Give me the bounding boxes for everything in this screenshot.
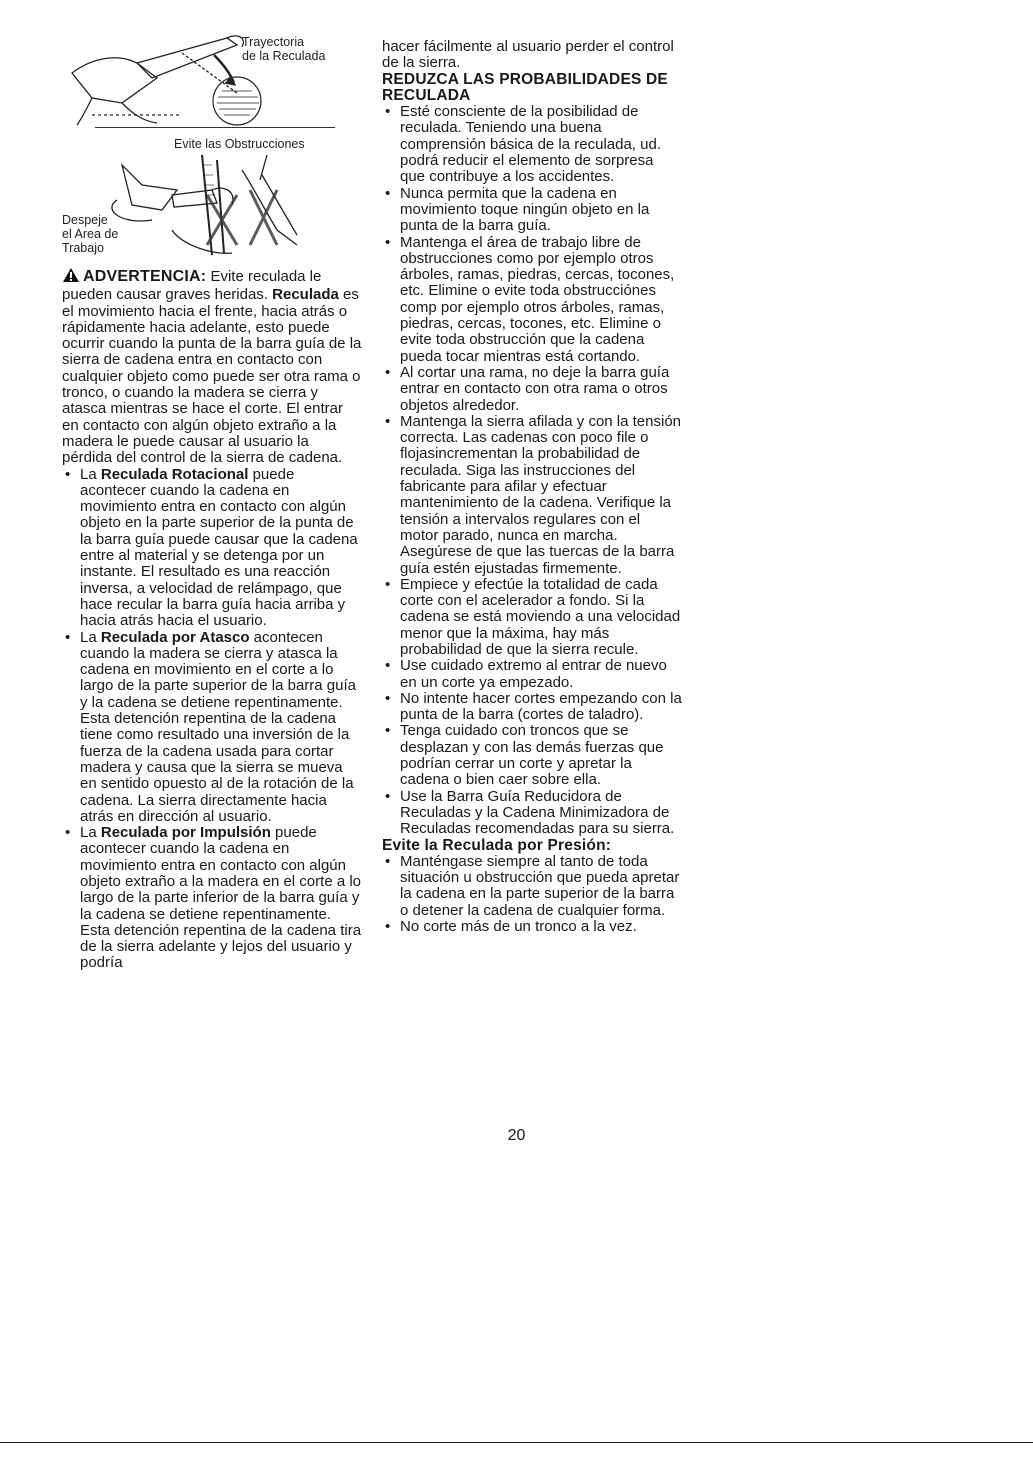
bullet-icon: • — [385, 103, 391, 121]
list-item: • Mantenga la sierra afilada y con la tensión correcta. Las cadenas con poco file o flojasincrementan la probabilidad de reculada. Siga las instrucciones del fabricante para afilar y efectuar mantenimiento de la cadena. Verifique la tensión a intervalos regulares con el motor parado, nunca en marcha. Asegúrese de que las tuercas de la barra guía estén ejustadas firmemente. — [385, 412, 682, 577]
bullet-icon: • — [385, 722, 391, 740]
bullet-icon: • — [385, 657, 391, 675]
list-item: • Use cuidado extremo al entrar de nuevo en un corte ya empezado. — [385, 657, 667, 691]
warning-triangle-icon — [62, 267, 80, 287]
list-item: • Empiece y efectúe la totalidad de cada corte con el acelerador a fondo. Si la cadena se está moviendo a una velocidad menor que la máxima, hay más probabilidad de que la sierra recule. — [385, 575, 681, 658]
section-heading: REDUZCA LAS PROBABILIDADES DE RECULADA — [382, 70, 668, 104]
list-item: • Nunca permita que la cadena en movimiento toque ningún objeto en la punta de la barra guía. — [385, 184, 650, 235]
figure-label: de la Reculada — [242, 49, 326, 63]
page-bottom-rule — [0, 1442, 1033, 1443]
figure-label: Despeje — [62, 213, 108, 227]
bullet-icon: • — [385, 918, 391, 936]
bullet-icon: • — [385, 575, 391, 593]
bullet-icon: • — [385, 233, 391, 251]
warning-lead: Evite reculada le pueden causar graves heridas. — [62, 268, 322, 304]
kickback-path-illustration — [62, 33, 342, 128]
bullet-icon: • — [385, 787, 391, 805]
warning-paragraph — [62, 267, 362, 467]
list-item: • Manténgase siempre al tanto de toda situación u obstrucción que pueda apretar la cadena en la parte superior de la barra o detener la cadena de cualquier forma. — [385, 852, 680, 919]
list-item: • Al cortar una rama, no deje la barra guía entrar en contacto con otra rama o otros objetos alrededor. — [385, 363, 670, 414]
bullet-icon: • — [385, 412, 391, 430]
page-number: 20 — [507, 1127, 526, 1144]
list-item: • No corte más de un tronco a la vez. — [385, 918, 637, 936]
list-item: • La Reculada por Impulsión puede acontecer cuando la cadena en movimiento entra en contacto con algún objeto extraño a la madera en el corte a lo largo de la parte inferior de la barra guía y la cadena se detiene repentinamente. Esta detención repentina de la cadena tira de la sierra adelante y lejos del usuario y podría — [65, 824, 362, 972]
list-item: • La Reculada por Atasco acontecen cuando la madera se cierra y atasca la cadena en movimiento en el corte a lo largo de la parte superior de la barra guía y la cadena se detiene repentinamente. Esta detención repentina de la cadena tiene como resultado una inversión de la fuerza de la cadena usada para cortar madera y causa que la sierra se mueva en sentido opuesto al de la rotación de la cadena. La sierra directamente hacia atrás en dirección al usuario. — [65, 628, 357, 825]
bullet-icon: • — [385, 184, 391, 202]
warning-heading: ADVERTENCIA: — [83, 268, 207, 285]
list-item: • Mantenga el área de trabajo libre de obstrucciones como por ejemplo otros árboles, ramas, piedras, cercas, tocones, etc. Elimine o evite toda obstrucciónes comp por ejemplo otros árboles, ramas, piedras, cercas, tocones, etc. Elimine o evite toda obstrucción que la cadena pueda tocar mientras está cortando. — [385, 233, 675, 365]
figure-label: Trabajo — [62, 241, 104, 255]
list-item: • La Reculada Rotacional puede acontecer cuando la cadena en movimiento entra en contacto con algún objeto en la parte superior de la punta de la barra guía puede causar que la cadena entre al material y se detenga por un instante. El resultado es una reacción inversa, a velocidad de relámpago, que hace recular la barra guía hacia arriba y hacia atrás hacia el usuario. — [65, 465, 358, 630]
list-item: • No intente hacer cortes empezando con la punta de la barra (cortes de taladro). — [385, 689, 682, 724]
warning-block — [62, 267, 362, 972]
avoid-obstructions-illustration — [62, 135, 342, 260]
bullet-icon: • — [385, 363, 391, 381]
pinch-kickback-list — [382, 854, 682, 935]
figure-label: el Area de — [62, 227, 119, 241]
kickback-types-list — [62, 467, 362, 972]
figure-label: Evite las Obstrucciones — [174, 137, 305, 151]
continued-paragraph: hacer fácilmente al usuario perder el control de la sierra. — [382, 38, 674, 72]
figure-divider — [95, 127, 335, 128]
bullet-icon: • — [385, 689, 391, 707]
bullet-icon: • — [385, 852, 391, 870]
list-item: • Esté consciente de la posibilidad de reculada. Teniendo una buena comprensión básica de la reculada, ud. podrá reducir el elemento de sorpresa que contribuye a los accidentes. — [385, 103, 661, 186]
figure-label: Trayectoria — [242, 35, 305, 49]
warning-term: Reculada — [272, 286, 339, 304]
list-item: • Tenga cuidado con troncos que se desplazan y con las demás fuerzas que podrían cerrar un corte y apretar la cadena o bien caer sobre ella. — [385, 722, 664, 789]
reduce-kickback-list — [382, 104, 682, 837]
warning-body: es el movimiento hacia el frente, hacia atrás o rápidamente hacia adelante, esto puede ocurrir cuando la punta de la barra guía de la sierra de cadena entra en contacto con cualquier objeto como puede ser otra rama o tronco, o cuando la madera se cierra y atasca mientras se hace el corte. El entrar en contacto con algún objeto extraño a la madera le puede causar al usuario la pérdida del control de la sierra de cadena. — [62, 286, 362, 467]
section-heading: Evite la Reculada por Presión: — [382, 836, 612, 854]
bullet-icon: • — [65, 824, 71, 842]
right-column — [382, 39, 682, 935]
bullet-icon: • — [65, 628, 71, 646]
list-item: • Use la Barra Guía Reducidora de Reculadas y la Cadena Minimizadora de Reculadas recomendadas para su sierra. — [385, 787, 675, 838]
bullet-icon: • — [65, 465, 71, 483]
obstruction-drawing — [62, 135, 342, 260]
